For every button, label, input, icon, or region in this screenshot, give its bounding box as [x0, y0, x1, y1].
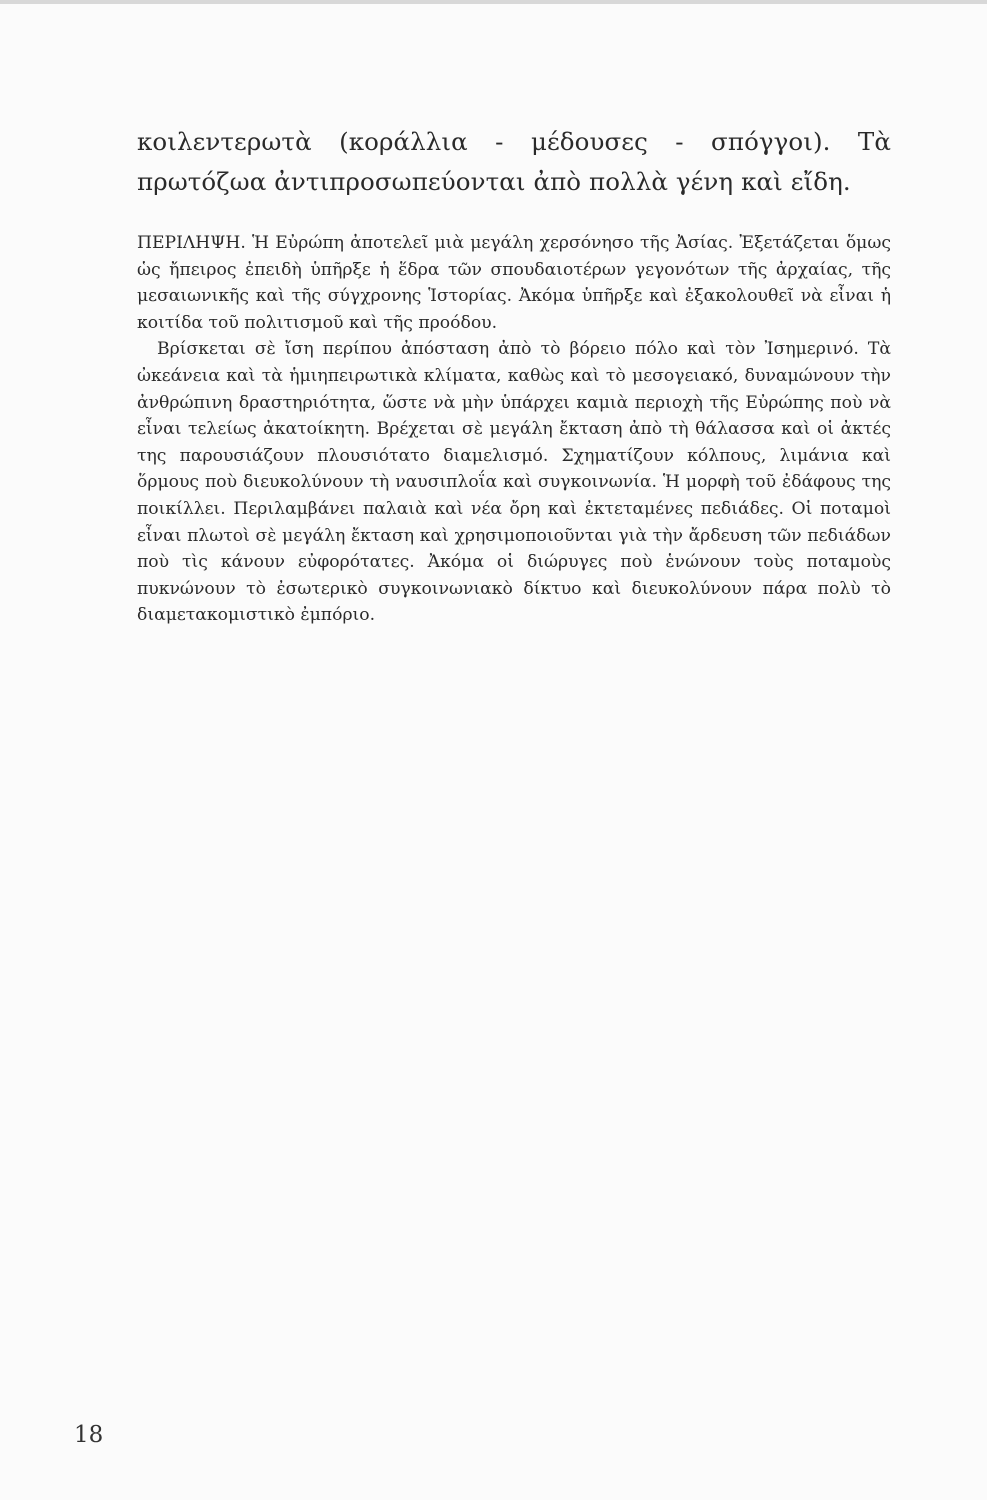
intro-paragraph: κοιλεντερωτὰ (κοράλλια - μέδουσες - σπόγγοι). Τὰ πρωτόζωα ἀντιπροσωπεύονται ἀπὸ πολλὰ γένη καὶ εἴδη.: [137, 127, 891, 196]
summary-paragraph: Βρίσκεται σὲ ἴση περίπου ἀπόσταση ἀπὸ τὸ βόρειο πόλο καὶ τὸν Ἰσημερινό. Τὰ ὠκεάνεια καὶ τὰ ἡμιηπειρωτικὰ κλίματα, καθὼς καὶ τὸ μεσογειακό, δυναμώνουν τὴν ἀνθρώπινη δραστηριότητα, ὥστε νὰ μὴν ὑπάρχει καμιὰ περιοχὴ τῆς Εὐρώπης ποὺ νὰ εἶναι τελείως ἀκατοίκητη. Βρέχεται σὲ μεγάλη ἔκταση ἀπὸ τὴ θάλασσα καὶ οἱ ἀκτές της παρουσιάζουν πλουσιότατο διαμελισμό. Σχηματίζουν κόλπους, λιμάνια καὶ ὅρμους ποὺ διευκολύνουν τὴ ναυσιπλοΐα καὶ συγκοινωνία. Ἡ μορφὴ τοῦ ἐδάφους της ποικίλλει. Περιλαμβάνει παλαιὰ καὶ νέα ὄρη καὶ ἐκτεταμένες πεδιάδες. Οἱ ποταμοὶ εἶναι πλωτοὶ σὲ μεγάλη ἔκταση καὶ χρησιμοποιοῦνται γιὰ τὴν ἄρδευση τῶν πεδιάδων ποὺ τὶς κάνουν εὐφορότατες. Ἀκόμα οἱ διώρυγες ποὺ ἑνώνουν τοὺς ποταμοὺς πυκνώνουν τὸ ἐσωτερικὸ συγκοινωνιακὸ δίκτυο καὶ διευκολύνουν πάρα πολὺ τὸ διαμετακομιστικὸ ἐμπόριο.: [137, 339, 891, 626]
page-number: 18: [74, 1422, 104, 1448]
page-body: [137, 122, 891, 629]
page-top-edge: [0, 0, 987, 4]
summary-section: [137, 230, 891, 629]
summary-paragraph: ΠΕΡΙΛΗΨΗ. Ἡ Εὐρώπη ἀποτελεῖ μιὰ μεγάλη χερσόνησο τῆς Ἀσίας. Ἐξετάζεται ὅμως ὡς ἤπειρος ἐπειδὴ ὑπῆρξε ἡ ἕδρα τῶν σπουδαιοτέρων γεγονότων τῆς ἀρχαίας, τῆς μεσαιωνικῆς καὶ τῆς σύγχρονης Ἱστορίας. Ἀκόμα ὑπῆρξε καὶ ἐξακολουθεῖ νὰ εἶναι ἡ κοιτίδα τοῦ πολιτισμοῦ καὶ τῆς προόδου.: [137, 233, 891, 333]
